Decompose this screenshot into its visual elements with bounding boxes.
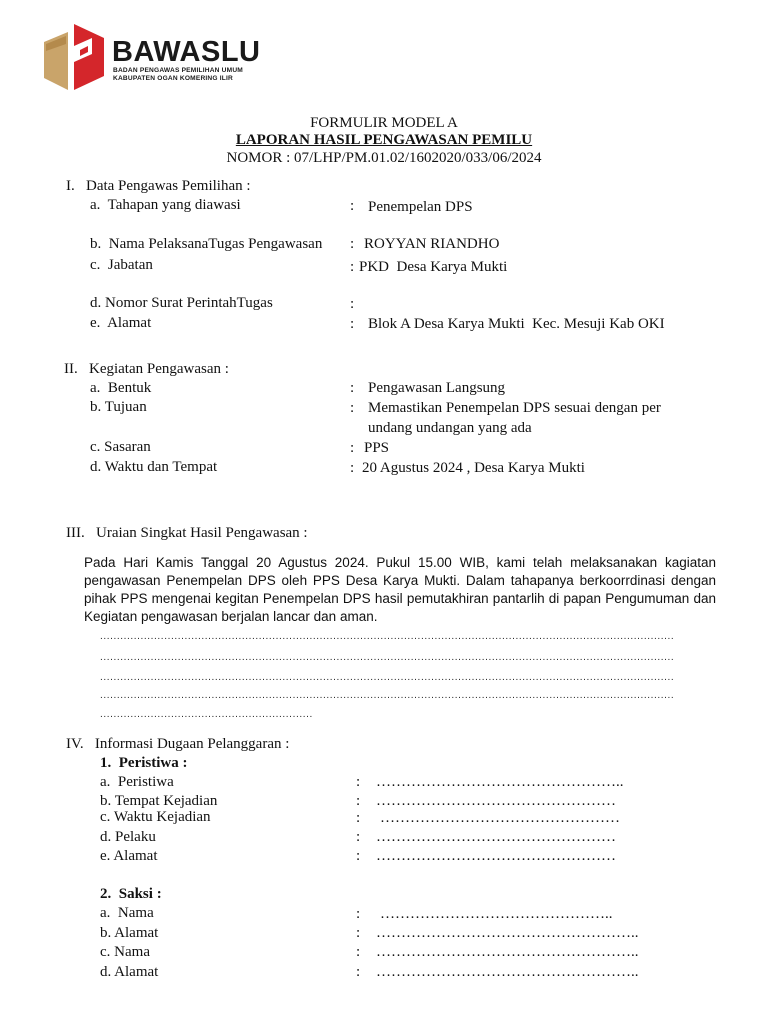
field-value-placeholder: ………………………………………… (376, 829, 616, 845)
field-label: c. Sasaran (90, 439, 151, 455)
field-colon: : (356, 810, 361, 826)
field-colon: : (356, 848, 361, 864)
dotted-line: ............................................................... (100, 710, 313, 720)
field-label: d. Alamat (100, 964, 159, 980)
field-value: PPS (364, 440, 390, 456)
field-colon: : (350, 380, 355, 396)
field-colon: : (350, 400, 355, 416)
field-label: d. Waktu dan Tempat (90, 459, 218, 475)
field-label: b. Nama PelaksanaTugas Pengawasan (90, 236, 323, 252)
field-value: Penempelan DPS (368, 199, 473, 215)
field-value-placeholder: ………………………………………… (376, 793, 616, 809)
report-number: NOMOR : 07/LHP/PM.01.02/1602020/033/06/2024 (226, 150, 542, 166)
field-colon: : (356, 793, 361, 809)
field-label: e. Alamat (90, 315, 152, 331)
field-value-placeholder: ………………………………………… (376, 848, 616, 864)
field-label: b. Alamat (100, 925, 159, 941)
section-3-heading: III. Uraian Singkat Hasil Pengawasan : (66, 525, 308, 541)
field-label: a. Nama (100, 905, 154, 921)
field-value-continued: undang undangan yang ada (368, 420, 532, 436)
bawaslu-logo (40, 24, 270, 96)
field-value: PKD Desa Karya Mukti (359, 259, 508, 275)
dotted-line: .......................................................................................................................................................................... (100, 653, 675, 663)
section-2-heading: II. Kegiatan Pengawasan : (64, 361, 229, 377)
logo-subtitle-1: BADAN PENGAWAS PEMILIHAN UMUM (113, 67, 243, 74)
section-1-heading: I. Data Pengawas Pemilihan : (66, 178, 251, 194)
saksi-heading: 2. Saksi : (100, 886, 162, 902)
field-value-placeholder: …………………………………………….. (376, 925, 639, 941)
form-title: FORMULIR MODEL A (310, 115, 458, 131)
field-value: Blok A Desa Karya Mukti Kec. Mesuji Kab OKI (368, 316, 665, 332)
field-colon: : (350, 236, 355, 252)
logo-wordmark: BAWASLU (112, 36, 261, 68)
field-colon: : (350, 316, 355, 332)
report-title: LAPORAN HASIL PENGAWASAN PEMILU (235, 132, 533, 148)
field-label: c. Jabatan (90, 257, 153, 273)
field-label: c. Waktu Kejadian (100, 809, 211, 825)
logo-subtitle-2: KABUPATEN OGAN KOMERING ILIR (113, 75, 234, 82)
field-value: Pengawasan Langsung (368, 380, 506, 396)
field-value-placeholder: …………………………………………….. (376, 964, 639, 980)
summary-paragraph: Pada Hari Kamis Tanggal 20 Agustus 2024. Pukul 15.00 WIB, kami telah melaksanakan kagiatan pengawasan Penempelan DPS oleh PPS Desa Karya Mukti. Dalam tahapanya berkoorrdinasi dengan pihak PPS mengenai kegitan Penempelan DPS hasil pemutakhiran pantarlih di papan Pengumuman dan Kegiatan pengawasan berjalan lancar dan aman. (84, 555, 716, 624)
field-colon: : (356, 829, 361, 845)
field-colon: : (356, 774, 361, 790)
field-value: Memastikan Penempelan DPS sesuai dengan per (368, 400, 661, 416)
field-colon: : (356, 944, 361, 960)
field-value-placeholder: …………………………………………….. (376, 944, 639, 960)
field-label: a. Peristiwa (100, 774, 174, 790)
section-4-heading: IV. Informasi Dugaan Pelanggaran : (66, 736, 290, 752)
field-colon: : (356, 925, 361, 941)
field-label: d. Nomor Surat PerintahTugas (90, 295, 273, 311)
dotted-line: .......................................................................................................................................................................... (100, 673, 675, 683)
field-value-placeholder: ………………………………………… (380, 810, 620, 826)
field-label: d. Pelaku (100, 829, 156, 845)
peristiwa-heading: 1. Peristiwa : (100, 755, 188, 771)
field-colon: : (350, 296, 355, 312)
field-colon: : (350, 460, 355, 476)
field-label: a. Tahapan yang diawasi (90, 197, 241, 213)
field-colon: : (350, 440, 355, 456)
field-colon: : (350, 259, 355, 275)
bawaslu-emblem-icon (40, 24, 106, 92)
field-label: e. Alamat (100, 848, 158, 864)
field-colon: : (356, 906, 361, 922)
dotted-line: .......................................................................................................................................................................... (100, 691, 675, 701)
field-value-placeholder: ………………………………………….. (376, 774, 624, 790)
field-value-placeholder: ……………………………………….. (380, 906, 613, 922)
field-label: b. Tempat Kejadian (100, 793, 218, 809)
field-colon: : (350, 198, 355, 214)
dotted-line: .......................................................................................................................................................................... (100, 632, 675, 642)
field-label: a. Bentuk (90, 380, 152, 396)
field-value: ROYYAN RIANDHO (364, 236, 500, 252)
field-value: 20 Agustus 2024 , Desa Karya Mukti (362, 460, 585, 476)
field-label: b. Tujuan (90, 399, 147, 415)
field-label: c. Nama (100, 944, 150, 960)
field-colon: : (356, 964, 361, 980)
